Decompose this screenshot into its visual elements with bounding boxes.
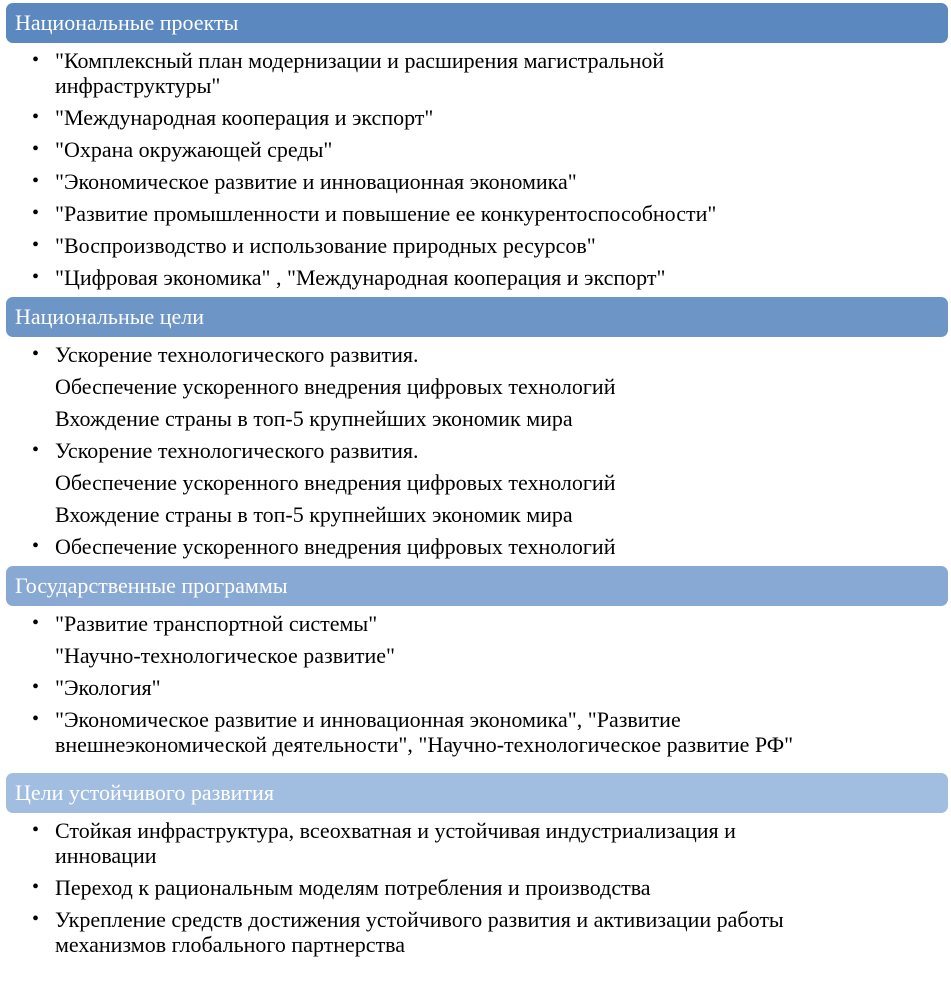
section-header: Государственные программы	[6, 566, 948, 606]
list-item	[6, 907, 948, 957]
list-item	[6, 48, 948, 98]
item-text: Ускорение технологического развития.	[55, 438, 419, 463]
list-item	[6, 233, 948, 258]
bullet-icon: •	[32, 612, 40, 634]
section-header: Национальные цели	[6, 297, 948, 337]
bullet-icon: •	[32, 535, 40, 557]
item-text: "Экономическое развитие и инновационная экономика"	[55, 169, 577, 194]
list-item	[6, 137, 948, 162]
item-text: инфраструктуры"	[55, 73, 221, 98]
bullet-icon: •	[32, 908, 40, 930]
item-text: Стойкая инфраструктура, всеохватная и устойчивая индустриализация и	[55, 818, 736, 843]
item-text: "Комплексный план модернизации и расширения магистральной	[55, 48, 665, 73]
list-item	[6, 534, 948, 559]
item-text: механизмов глобального партнерства	[55, 932, 406, 957]
bullet-icon: •	[32, 676, 40, 698]
bullet-icon: •	[32, 49, 40, 71]
bullet-icon: •	[32, 138, 40, 160]
section-state-programs	[6, 566, 948, 757]
list-item	[6, 611, 948, 668]
bullet-icon: •	[32, 819, 40, 841]
item-text: "Воспроизводство и использование природных ресурсов"	[55, 233, 596, 258]
item-text: инновации	[55, 843, 157, 868]
list-item	[6, 818, 948, 868]
bullet-list	[6, 48, 948, 290]
item-text: "Экология"	[55, 675, 161, 700]
section-header: Национальные проекты	[6, 3, 948, 43]
section-national-goals	[6, 297, 948, 559]
bullet-icon: •	[32, 343, 40, 365]
bullet-list	[6, 611, 948, 757]
item-text: внешнеэкономической деятельности", "Научно-технологическое развитие РФ"	[55, 732, 794, 757]
item-text: "Цифровая экономика" , "Международная кооперация и экспорт"	[55, 265, 666, 290]
bullet-icon: •	[32, 708, 40, 730]
item-subtext: Вхождение страны в топ-5 крупнейших экономик мира	[55, 406, 573, 431]
section-sustainable-development-goals	[6, 773, 948, 957]
item-subtext: Обеспечение ускоренного внедрения цифровых технологий	[55, 470, 616, 495]
list-item	[6, 707, 948, 757]
item-subtext: "Научно-технологическое развитие"	[55, 643, 396, 668]
list-item	[6, 201, 948, 226]
bullet-list	[6, 342, 948, 559]
item-subtext: Обеспечение ускоренного внедрения цифровых технологий	[55, 374, 616, 399]
item-text: "Охрана окружающей среды"	[55, 137, 333, 162]
bullet-icon: •	[32, 202, 40, 224]
item-text: Обеспечение ускоренного внедрения цифровых технологий	[55, 534, 616, 559]
item-text: Ускорение технологического развития.	[55, 342, 419, 367]
bullet-icon: •	[32, 439, 40, 461]
list-item	[6, 875, 948, 900]
item-text: "Международная кооперация и экспорт"	[55, 105, 434, 130]
section-national-projects	[6, 3, 948, 290]
item-text: "Экономическое развитие и инновационная экономика", "Развитие	[55, 707, 681, 732]
list-item	[6, 342, 948, 431]
list-item	[6, 675, 948, 700]
list-item	[6, 105, 948, 130]
list-item	[6, 265, 948, 290]
item-subtext: Вхождение страны в топ-5 крупнейших экономик мира	[55, 502, 573, 527]
section-header: Цели устойчивого развития	[6, 773, 948, 813]
item-text: "Развитие промышленности и повышение ее конкурентоспособности"	[55, 201, 717, 226]
list-item	[6, 169, 948, 194]
bullet-icon: •	[32, 266, 40, 288]
item-text: Укрепление средств достижения устойчивого развития и активизации работы	[55, 907, 784, 932]
item-text: "Развитие транспортной системы"	[55, 611, 378, 636]
bullet-icon: •	[32, 106, 40, 128]
bullet-icon: •	[32, 170, 40, 192]
list-item	[6, 438, 948, 527]
bullet-icon: •	[32, 234, 40, 256]
item-text: Переход к рациональным моделям потребления и производства	[55, 875, 651, 900]
bullet-icon: •	[32, 876, 40, 898]
bullet-list	[6, 818, 948, 957]
